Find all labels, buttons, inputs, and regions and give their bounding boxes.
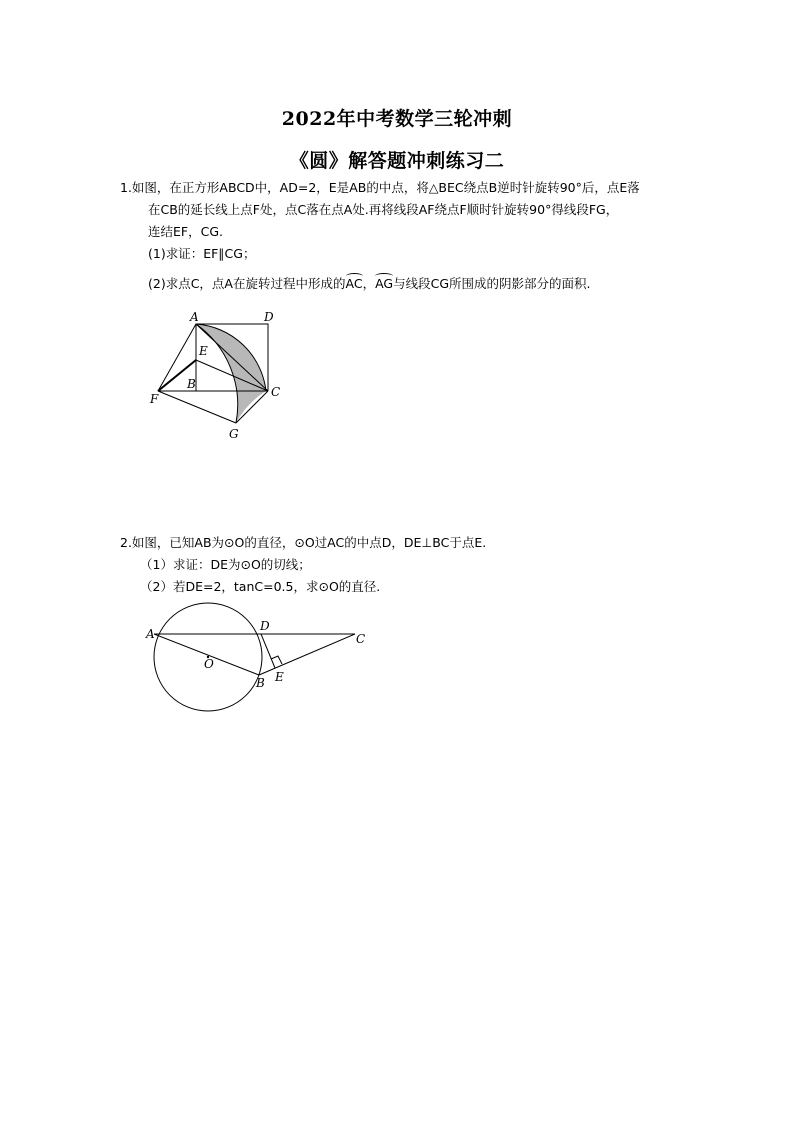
line-de — [261, 634, 275, 668]
line-bc — [259, 634, 355, 675]
arc-ac: AC — [345, 276, 363, 291]
square-rotation-figure — [140, 305, 300, 445]
page-subtitle: 《圆》解答题冲刺练习二 — [289, 150, 505, 172]
shaded-region — [196, 324, 266, 423]
problem1-question1: (1)求证：EF∥CG； — [148, 246, 256, 261]
problem2-line1: 2.如图，已知AB为⊙O的直径，⊙O过AC的中点D，DE⊥BC于点E. — [120, 535, 487, 550]
problem1-line2: 在CB的延长线上点F处，点C落在点A处.再将线段AF绕点F顺时针旋转90°得线段FG， — [148, 202, 619, 217]
problem2-question1: （1）求证：DE为⊙O的切线； — [140, 557, 311, 572]
q2-mid: ， — [362, 276, 376, 291]
page-title: 2022年中考数学三轮冲刺 — [281, 108, 513, 130]
problem1-line3: 连结EF，CG. — [148, 224, 223, 239]
circle-tangent-figure — [140, 600, 380, 718]
label-a: A — [146, 627, 155, 641]
problem1-line1: 1.如图，在正方形ABCD中，AD=2，E是AB的中点，将△BEC绕点B逆时针旋转90°后，点E落 — [120, 180, 640, 195]
label-a: A — [190, 310, 199, 324]
problem2-question2: （2）若DE=2，tanC=0.5，求⊙O的直径. — [140, 579, 381, 594]
label-g: G — [229, 427, 239, 441]
label-d: D — [260, 619, 270, 633]
line-fg — [158, 391, 236, 423]
label-o: O — [204, 657, 214, 671]
label-c: C — [356, 632, 366, 646]
problem1-question2 — [148, 276, 591, 292]
label-b: B — [187, 377, 196, 391]
q2-prefix: (2)求点C，点A在旋转过程中形成的 — [148, 276, 346, 291]
label-e: E — [275, 670, 284, 684]
q2-suffix: 与线段CG所围成的阴影部分的面积. — [393, 276, 591, 291]
label-c: C — [271, 385, 281, 399]
arc-ag: AG — [375, 276, 394, 291]
label-b: B — [256, 676, 265, 690]
label-e: E — [199, 344, 208, 358]
label-d: D — [264, 310, 274, 324]
label-f: F — [150, 392, 159, 406]
